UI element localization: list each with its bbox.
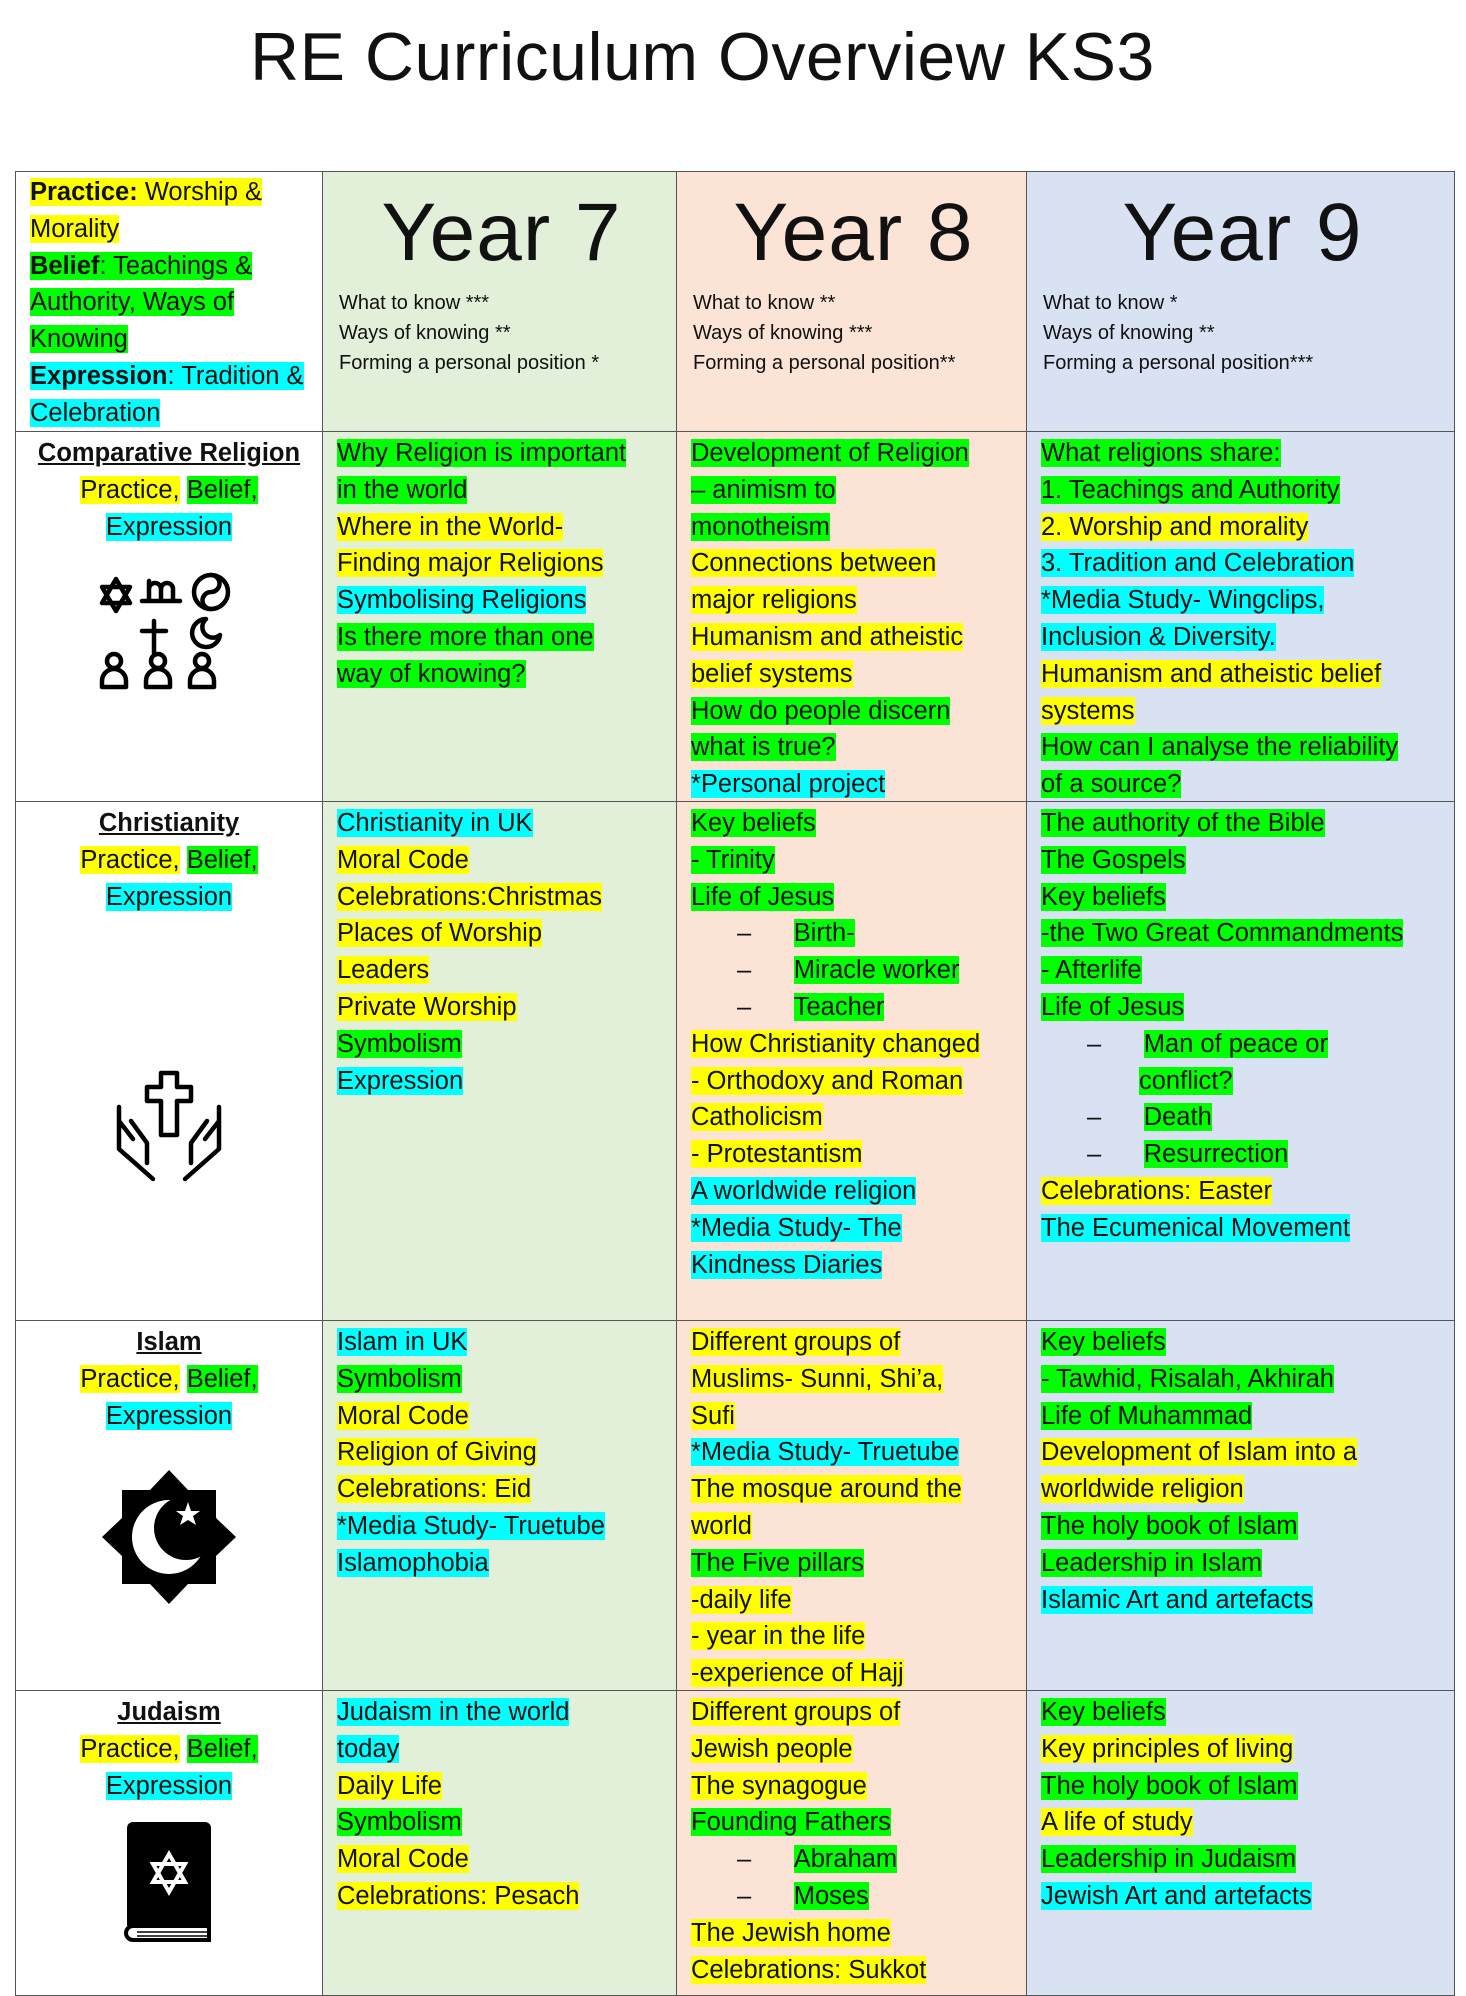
tag-expression: Expression xyxy=(105,1401,233,1430)
list-item: -daily life xyxy=(691,1585,792,1614)
list-item: Moral Code xyxy=(337,1401,469,1430)
list-item: What religions share: xyxy=(1041,439,1281,467)
comparative-year8 xyxy=(677,432,1027,802)
tag-expression: Expression xyxy=(105,882,233,911)
list-item: Leadership in Islam xyxy=(1041,1548,1263,1577)
list-item: - Tawhid, Risalah, Akhirah xyxy=(1041,1364,1334,1393)
list-item: A worldwide religion xyxy=(691,1176,917,1205)
list-item: systems xyxy=(1041,696,1135,725)
list-item: in the world xyxy=(337,475,468,504)
comparative-year7 xyxy=(323,432,677,802)
list-item: Key beliefs xyxy=(1041,1698,1166,1726)
tag-belief: Belief, xyxy=(186,475,258,504)
list-item: Humanism and atheistic belief xyxy=(1041,659,1382,688)
list-item: Life of Muhammad xyxy=(1041,1401,1253,1430)
key-expression-label: Expression xyxy=(30,361,168,390)
year9-title: Year 9 xyxy=(1122,187,1363,278)
list-item: Catholicism xyxy=(691,1103,823,1132)
list-item: The Five pillars xyxy=(691,1548,864,1577)
list-item: Miracle worker xyxy=(793,956,960,985)
list-item: Key beliefs xyxy=(1041,1328,1166,1356)
list-item: today xyxy=(337,1734,400,1763)
list-item: 2. Worship and morality xyxy=(1041,512,1309,541)
list-item: monotheism xyxy=(691,512,830,541)
list-item: How Christianity changed xyxy=(691,1029,981,1058)
list-item: -the Two Great Commandments xyxy=(1041,919,1404,948)
year9-personal: Forming a personal position*** xyxy=(1043,352,1314,374)
key-practice-label: Practice: xyxy=(30,178,138,206)
list-item: Man of peace or xyxy=(1143,1029,1328,1058)
list-item: Religion of Giving xyxy=(337,1438,537,1467)
list-item: Celebrations: Easter xyxy=(1041,1176,1273,1205)
year8-ways: Ways of knowing *** xyxy=(693,322,873,344)
list-item: Finding major Religions xyxy=(337,549,604,578)
list-item: Founding Fathers xyxy=(691,1808,891,1837)
list-item: The mosque around the xyxy=(691,1475,962,1504)
list-item: Life of Jesus xyxy=(691,882,835,911)
judaism-year7 xyxy=(323,1691,677,1996)
key-cell xyxy=(16,172,323,432)
list-item: The holy book of Islam xyxy=(1041,1771,1298,1800)
list-item: major religions xyxy=(691,586,857,615)
list-item: Development of Islam into a xyxy=(1041,1438,1358,1467)
list-item: Connections between xyxy=(691,549,937,578)
list-item: Expression xyxy=(337,1066,464,1095)
list-item: Moses xyxy=(793,1881,869,1910)
list-item: How can I analyse the reliability xyxy=(1041,733,1399,762)
islam-year9 xyxy=(1027,1321,1455,1691)
list-item: Life of Jesus xyxy=(1041,992,1185,1021)
list-item: Development of Religion xyxy=(691,439,969,467)
tag-expression: Expression xyxy=(105,512,233,541)
list-item: Islamic Art and artefacts xyxy=(1041,1585,1314,1614)
judaism-year8: Different groups of Jewish people The synagogue Founding Fathers – Abraham – Moses The Jewish home Celebrations: Sukkot xyxy=(677,1691,1027,1996)
list-item: Symbolism xyxy=(337,1029,462,1058)
list-item: Where in the World- xyxy=(337,512,564,541)
list-item: worldwide religion xyxy=(1041,1475,1244,1504)
year8-header xyxy=(677,172,1027,432)
islam-year7 xyxy=(323,1321,677,1691)
list-item: Abraham xyxy=(793,1845,898,1874)
list-item: Symbolism xyxy=(337,1808,462,1837)
list-item: Key beliefs xyxy=(691,809,816,837)
list-item: Private Worship xyxy=(337,992,517,1021)
key-belief-text: : Teachings & Authority, Ways of Knowing xyxy=(30,251,253,354)
interfaith-symbols-icon xyxy=(20,563,318,695)
list-item: Christianity in UK xyxy=(337,809,533,837)
list-item: - year in the life xyxy=(691,1622,866,1651)
list-item: *Media Study- The xyxy=(691,1213,902,1242)
list-item: The Ecumenical Movement xyxy=(1041,1213,1350,1242)
row-title-comparative: Comparative Religion xyxy=(37,439,301,467)
list-item: The Gospels xyxy=(1041,845,1186,874)
list-item: Moral Code xyxy=(337,845,469,874)
list-item: *Media Study- Truetube xyxy=(691,1438,959,1467)
tag-practice: Practice, xyxy=(80,475,180,504)
cross-in-hands-icon xyxy=(20,1065,318,1185)
year9-header xyxy=(1027,172,1455,432)
list-item: *Media Study- Truetube xyxy=(337,1511,605,1540)
list-item: Symbolism xyxy=(337,1364,462,1393)
tag-practice: Practice, xyxy=(80,845,180,874)
crescent-star-icon xyxy=(20,1470,318,1604)
list-item: Jewish Art and artefacts xyxy=(1041,1881,1312,1910)
list-item: - Afterlife xyxy=(1041,956,1142,985)
year7-personal: Forming a personal position * xyxy=(339,352,600,374)
list-item: Celebrations:Christmas xyxy=(337,882,603,911)
row-head-comparative xyxy=(16,432,323,802)
list-item: Kindness Diaries xyxy=(691,1250,883,1279)
row-head-judaism xyxy=(16,1691,323,1996)
islam-year8 xyxy=(677,1321,1027,1691)
tag-practice: Practice, xyxy=(80,1364,180,1393)
list-item: Different groups of xyxy=(691,1698,901,1726)
list-item: Islam in UK xyxy=(337,1328,468,1356)
list-item: Death xyxy=(1143,1103,1212,1132)
row-title-judaism: Judaism xyxy=(117,1698,221,1726)
year8-know: What to know ** xyxy=(693,292,836,314)
list-item: 3. Tradition and Celebration xyxy=(1041,549,1355,578)
list-item: How do people discern xyxy=(691,696,951,725)
list-item: - Protestantism xyxy=(691,1140,863,1169)
row-head-christianity xyxy=(16,802,323,1321)
list-item: 1. Teachings and Authority xyxy=(1041,475,1340,504)
list-item: Celebrations: Eid xyxy=(337,1475,532,1504)
year8-personal: Forming a personal position** xyxy=(693,352,956,374)
page-title: RE Curriculum Overview KS3 xyxy=(250,19,1155,95)
list-item: Celebrations: Sukkot xyxy=(691,1955,927,1984)
list-item: Is there more than one xyxy=(337,622,594,651)
list-item: Leaders xyxy=(337,956,430,985)
tag-belief: Belief, xyxy=(186,1364,258,1393)
key-practice-text: Worship & Morality xyxy=(30,178,262,243)
tag-belief: Belief, xyxy=(186,845,258,874)
key-expression-text: : Tradition & Celebration xyxy=(30,361,304,427)
list-item: - Orthodoxy and Roman xyxy=(691,1066,964,1095)
list-item: Daily Life xyxy=(337,1771,442,1800)
list-item: Why Religion is important xyxy=(337,439,627,467)
list-item: Islamophobia xyxy=(337,1548,489,1577)
list-item: The holy book of Islam xyxy=(1041,1511,1298,1540)
list-item: The authority of the Bible xyxy=(1041,809,1325,837)
list-item: Inclusion & Diversity. xyxy=(1041,622,1276,651)
list-item: – animism to xyxy=(691,475,836,504)
tag-belief: Belief, xyxy=(186,1734,258,1763)
year7-know: What to know *** xyxy=(339,292,490,314)
comparative-year9 xyxy=(1027,432,1455,802)
list-item: world xyxy=(691,1511,752,1540)
list-item: Jewish people xyxy=(691,1734,853,1763)
row-title-christianity: Christianity xyxy=(98,809,240,837)
list-item: way of knowing? xyxy=(337,659,526,688)
list-item: Key principles of living xyxy=(1041,1734,1294,1763)
list-item: what is true? xyxy=(691,733,836,762)
judaism-year9 xyxy=(1027,1691,1455,1996)
row-title-islam: Islam xyxy=(136,1328,202,1356)
list-item: The synagogue xyxy=(691,1771,867,1800)
torah-book-icon xyxy=(20,1820,318,1944)
list-item: Places of Worship xyxy=(337,919,543,948)
year9-ways: Ways of knowing ** xyxy=(1043,322,1215,344)
row-head-islam xyxy=(16,1321,323,1691)
christianity-year9: The authority of the Bible The Gospels Key beliefs -the Two Great Commandments - Afterlife Life of Jesus – Man of peace or conflict? – Death – Resurrection Celebrations: Easter The Ecumenical Movement xyxy=(1027,802,1455,1321)
year8-title: Year 8 xyxy=(733,187,974,278)
tag-practice: Practice, xyxy=(80,1734,180,1763)
list-item: The Jewish home xyxy=(691,1918,891,1947)
list-item: Different groups of xyxy=(691,1328,901,1356)
year7-ways: Ways of knowing ** xyxy=(339,322,511,344)
list-item: Celebrations: Pesach xyxy=(337,1881,580,1910)
year9-know: What to know * xyxy=(1043,292,1178,314)
list-item: Muslims- Sunni, Shi’a, xyxy=(691,1364,944,1393)
list-item: A life of study xyxy=(1041,1808,1193,1837)
list-item: *Personal project xyxy=(691,770,886,799)
list-item: conflict? xyxy=(1139,1066,1233,1095)
list-item: of a source? xyxy=(1041,770,1182,799)
year7-title: Year 7 xyxy=(381,187,622,278)
list-item: Birth- xyxy=(793,919,855,948)
key-belief-label: Belief xyxy=(30,251,100,280)
christianity-year8: Key beliefs - Trinity Life of Jesus – Birth- – Miracle worker – Teacher How Christianity changed - Orthodoxy and Roman Catholicism - Protestantism A worldwide religion *Media Study- The Kindness Diaries xyxy=(677,802,1027,1321)
list-item: Humanism and atheistic xyxy=(691,622,964,651)
list-item: Teacher xyxy=(793,992,885,1021)
list-item: -experience of Hajj xyxy=(691,1659,904,1688)
year7-header xyxy=(323,172,677,432)
list-item: *Media Study- Wingclips, xyxy=(1041,586,1325,615)
tag-expression: Expression xyxy=(105,1771,233,1800)
list-item: belief systems xyxy=(691,659,853,688)
list-item: - Trinity xyxy=(691,845,775,874)
list-item: Key beliefs xyxy=(1041,882,1166,911)
christianity-year7 xyxy=(323,802,677,1321)
list-item: Judaism in the world xyxy=(337,1698,570,1726)
list-item: Leadership in Judaism xyxy=(1041,1845,1297,1874)
list-item: Resurrection xyxy=(1143,1140,1289,1169)
list-item: Sufi xyxy=(691,1401,735,1430)
list-item: Moral Code xyxy=(337,1845,469,1874)
list-item: Symbolising Religions xyxy=(337,586,587,615)
curriculum-table xyxy=(15,171,1455,1996)
